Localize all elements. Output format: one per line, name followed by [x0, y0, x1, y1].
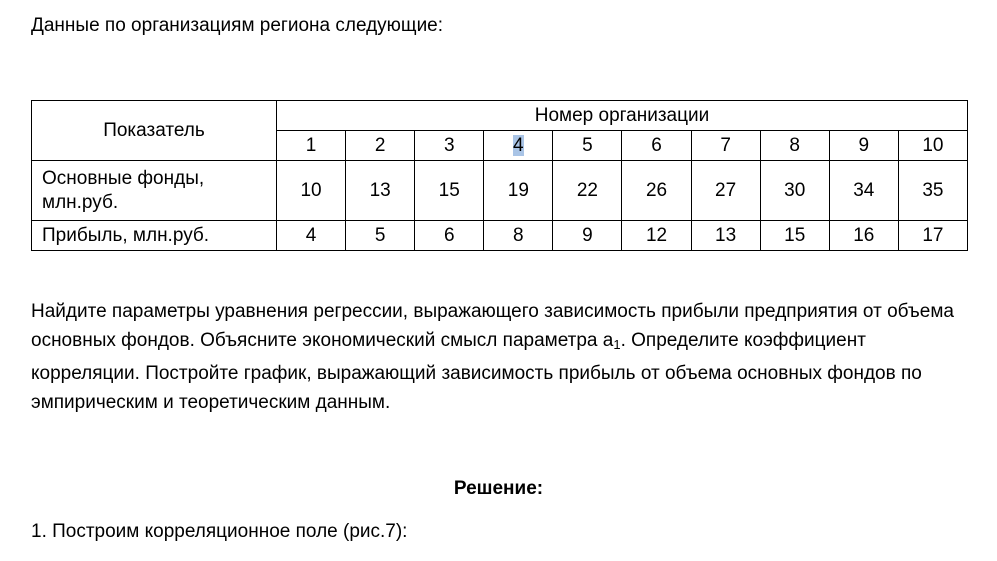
- table-cell: 5: [346, 221, 415, 251]
- table-cell: 17: [898, 221, 967, 251]
- org-number: 8: [760, 131, 829, 161]
- table-cell: 10: [277, 161, 346, 221]
- org-number: 6: [622, 131, 691, 161]
- org-number: 1: [277, 131, 346, 161]
- indicator-header: Показатель: [32, 101, 277, 161]
- organization-number-header: Номер организации: [277, 101, 968, 131]
- table-cell: 16: [829, 221, 898, 251]
- intro-text: Данные по организациям региона следующие:: [31, 15, 444, 36]
- org-number: 2: [346, 131, 415, 161]
- table-cell: 27: [691, 161, 760, 221]
- task-paragraph: [31, 297, 961, 417]
- solution-heading: Решение:: [453, 478, 544, 499]
- table-cell: 34: [829, 161, 898, 221]
- selected-text-highlight[interactable]: 4: [513, 134, 524, 156]
- org-number: 10: [898, 131, 967, 161]
- table-cell: 8: [484, 221, 553, 251]
- table-row: [32, 161, 968, 221]
- table-cell: 13: [346, 161, 415, 221]
- table-cell: 9: [553, 221, 622, 251]
- table-cell: 12: [622, 221, 691, 251]
- solution-step-1: 1. Построим корреляционное поле (рис.7):: [31, 521, 408, 542]
- org-number: 3: [415, 131, 484, 161]
- org-number: 5: [553, 131, 622, 161]
- org-number: [484, 131, 553, 161]
- parameter-subscript: 1: [613, 337, 621, 352]
- organizations-table: [31, 100, 968, 251]
- row-label: Основные фонды, млн.руб.: [32, 161, 277, 221]
- table-cell: 30: [760, 161, 829, 221]
- table-cell: 15: [760, 221, 829, 251]
- table-cell: 26: [622, 161, 691, 221]
- row-label: Прибыль, млн.руб.: [32, 221, 277, 251]
- org-number: 7: [691, 131, 760, 161]
- org-number: 9: [829, 131, 898, 161]
- table-cell: 35: [898, 161, 967, 221]
- table-cell: 4: [277, 221, 346, 251]
- table-header-row: [32, 101, 968, 131]
- table-cell: 13: [691, 221, 760, 251]
- task-text-part1: Найдите параметры уравнения регрессии, выражающего зависимость прибыли предприятия от объема основных фондов. Объясните экономический смысл параметра а: [31, 301, 954, 351]
- table-cell: 15: [415, 161, 484, 221]
- table-cell: 6: [415, 221, 484, 251]
- task-text-part2: . Определите коэффициент корреляции. Постройте график, выражающий зависимость прибыль от объема основных фондов по эмпирическим и теоретическим данным.: [31, 330, 922, 413]
- table-cell: 22: [553, 161, 622, 221]
- table-cell: 19: [484, 161, 553, 221]
- table-row: [32, 221, 968, 251]
